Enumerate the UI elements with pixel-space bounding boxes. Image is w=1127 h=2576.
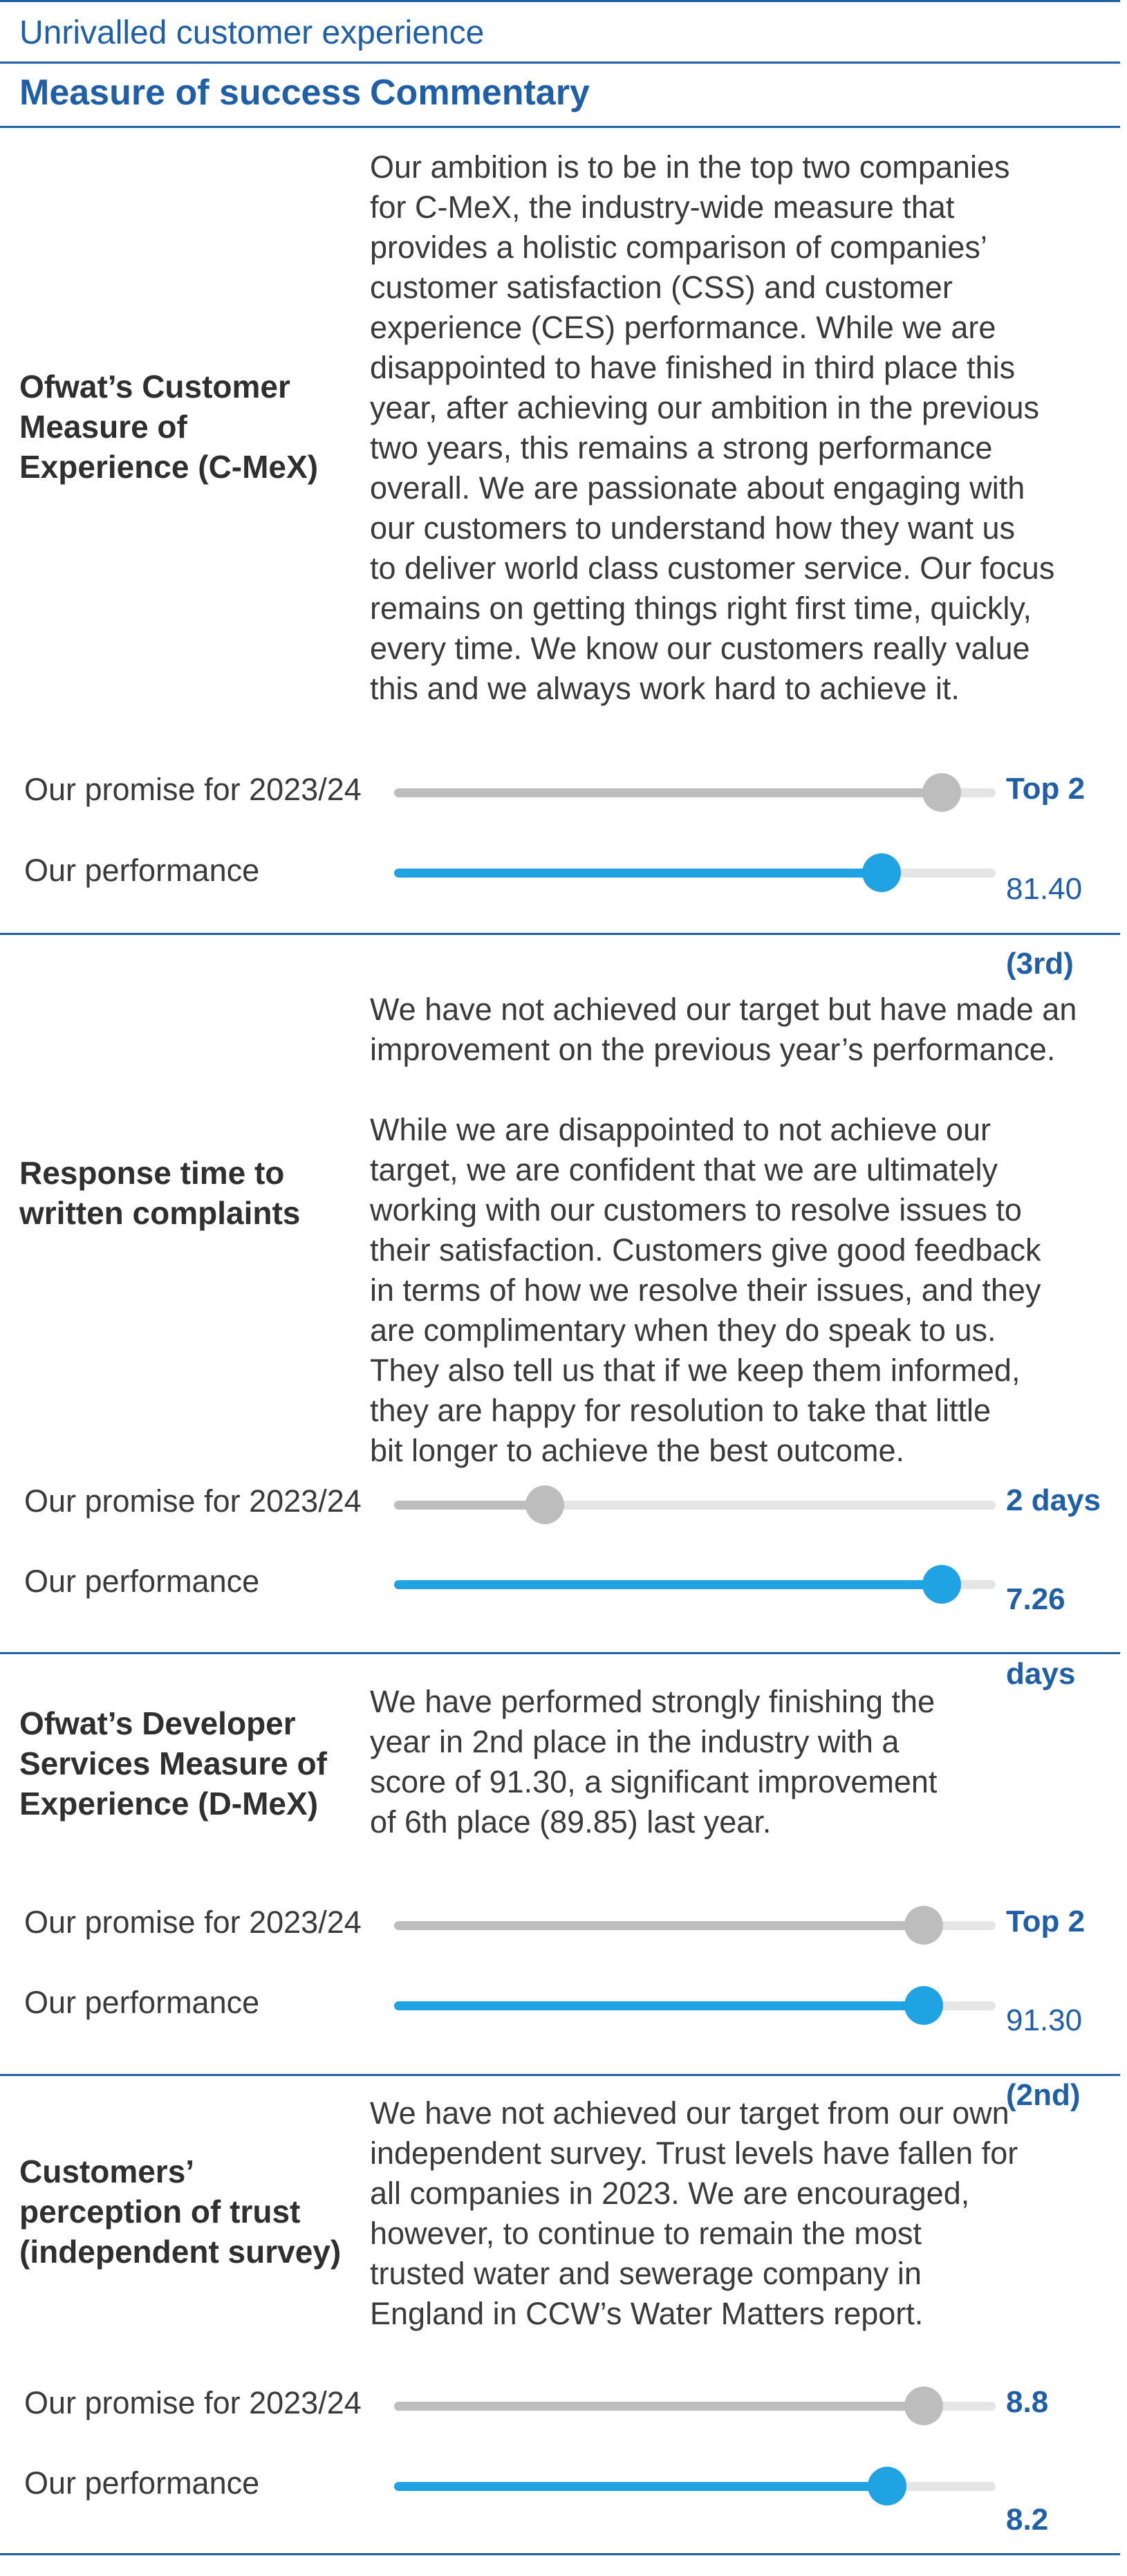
performance-label: Our performance [24,853,260,888]
column-header-commentary: Commentary [370,73,590,113]
promise-slider-knob [904,2387,943,2425]
performance-label: Our performance [24,2465,260,2501]
performance-slider-knob [862,853,901,892]
section-rule [0,933,1120,935]
measure-response-time: Response time to written complaints [19,1155,301,1231]
measure-dmex: Ofwat’s Developer Services Measure of Experience (D-MeX) [19,1705,327,1822]
measure-cmex: Ofwat’s Customer Measure of Experience (C-MeX) [19,369,319,485]
promise-slider-fill [394,2402,924,2411]
commentary-paragraph: We have performed strongly finishing the year in 2nd place in the industry with a score of 91.30, a significant improvement of 6th place (89.85) last year. [370,1684,938,1840]
promise-label: Our promise for 2023/24 [24,2385,362,2420]
commentary-paragraph: We have not achieved our target from our own independent survey. Trust levels have fallen for all companies in 2023. We are encouraged, however, to continue to remain the most trusted water and sewerage company in England in CCW’s Water Matters report. [370,2095,1018,2331]
commentary-response-time [370,990,1110,1471]
promise-slider [394,788,996,797]
header-rule [0,126,1120,128]
commentary-dmex [370,1682,1110,1842]
commentary-paragraph: We have not achieved our target but have made an improvement on the previous year’s performance. [370,992,1077,1067]
section-rule [0,1652,1120,1654]
top-rule [0,0,1120,2]
performance-slider [394,2001,996,2010]
performance-value: 7.26 days [1006,1582,1076,1691]
commentary-cmex [370,147,1110,709]
performance-slider-fill [394,869,882,878]
performance-slider-fill [394,2482,887,2491]
column-header-measure: Measure of success [19,73,362,113]
performance-value: 8.2 [1006,2503,1049,2537]
title-rule [0,62,1120,64]
performance-slider [394,869,996,878]
performance-slider-knob [922,1565,961,1604]
table-title: Unrivalled customer experience [19,15,485,51]
commentary-paragraph: Our ambition is to be in the top two companies for C-MeX, the industry-wide measure that provides a holistic comparison of companies’ customer satisfaction (CSS) and customer experience (CES) performance. While we are disappointed to have finished in third place this year, after achieving our ambition in the previous two years, this remains a strong performance overall. We are passionate about engaging with our customers to understand how they want us to deliver world class customer service. Our focus remains on getting things right first time, quickly, every time. We know our customers really value this and we always work hard to achieve it. [370,149,1055,706]
performance-value: 81.40 (3rd) [1006,872,1083,981]
promise-value: 8.8 [1006,2385,1049,2419]
promise-slider-fill [394,1921,924,1930]
performance-label: Our performance [24,1985,260,2020]
promise-value: 2 days [1006,1483,1101,1517]
performance-slider-fill [394,1580,942,1589]
measure-trust: Customers’ perception of trust (independent survey) [19,2153,342,2270]
performance-slider-fill [394,2001,924,2010]
promise-label: Our promise for 2023/24 [24,1905,362,1940]
promise-slider-fill [394,1501,545,1510]
bottom-rule [0,2553,1120,2555]
promise-label: Our promise for 2023/24 [24,772,362,807]
promise-slider-knob [904,1906,943,1945]
promise-value: Top 2 [1006,772,1086,806]
promise-value: Top 2 [1006,1905,1086,1938]
performance-slider [394,1580,996,1589]
promise-slider [394,2402,996,2411]
commentary-trust [370,2093,1110,2334]
promise-slider-fill [394,788,942,797]
promise-slider [394,1921,996,1930]
performance-slider [394,2482,996,2491]
promise-slider-knob [922,773,961,812]
performance-label: Our performance [24,1564,260,1599]
promise-label: Our promise for 2023/24 [24,1483,362,1519]
performance-slider-knob [904,1986,943,2025]
performance-value: 91.30 (2nd) [1006,2003,1083,2112]
promise-slider [394,1501,996,1510]
promise-slider-knob [525,1485,564,1524]
commentary-paragraph: While we are disappointed to not achieve our target, we are confident that we are ultimately working with our customers to resolve issues to their satisfaction. Customers give good feedback in terms of how we resolve their issues, and they are complimentary when they do speak to us. They also tell us that if we keep them informed, they are happy for resolution to take that little bit longer to achieve the best outcome. [370,1112,1041,1468]
performance-slider-knob [868,2467,906,2505]
section-rule [0,2074,1120,2076]
